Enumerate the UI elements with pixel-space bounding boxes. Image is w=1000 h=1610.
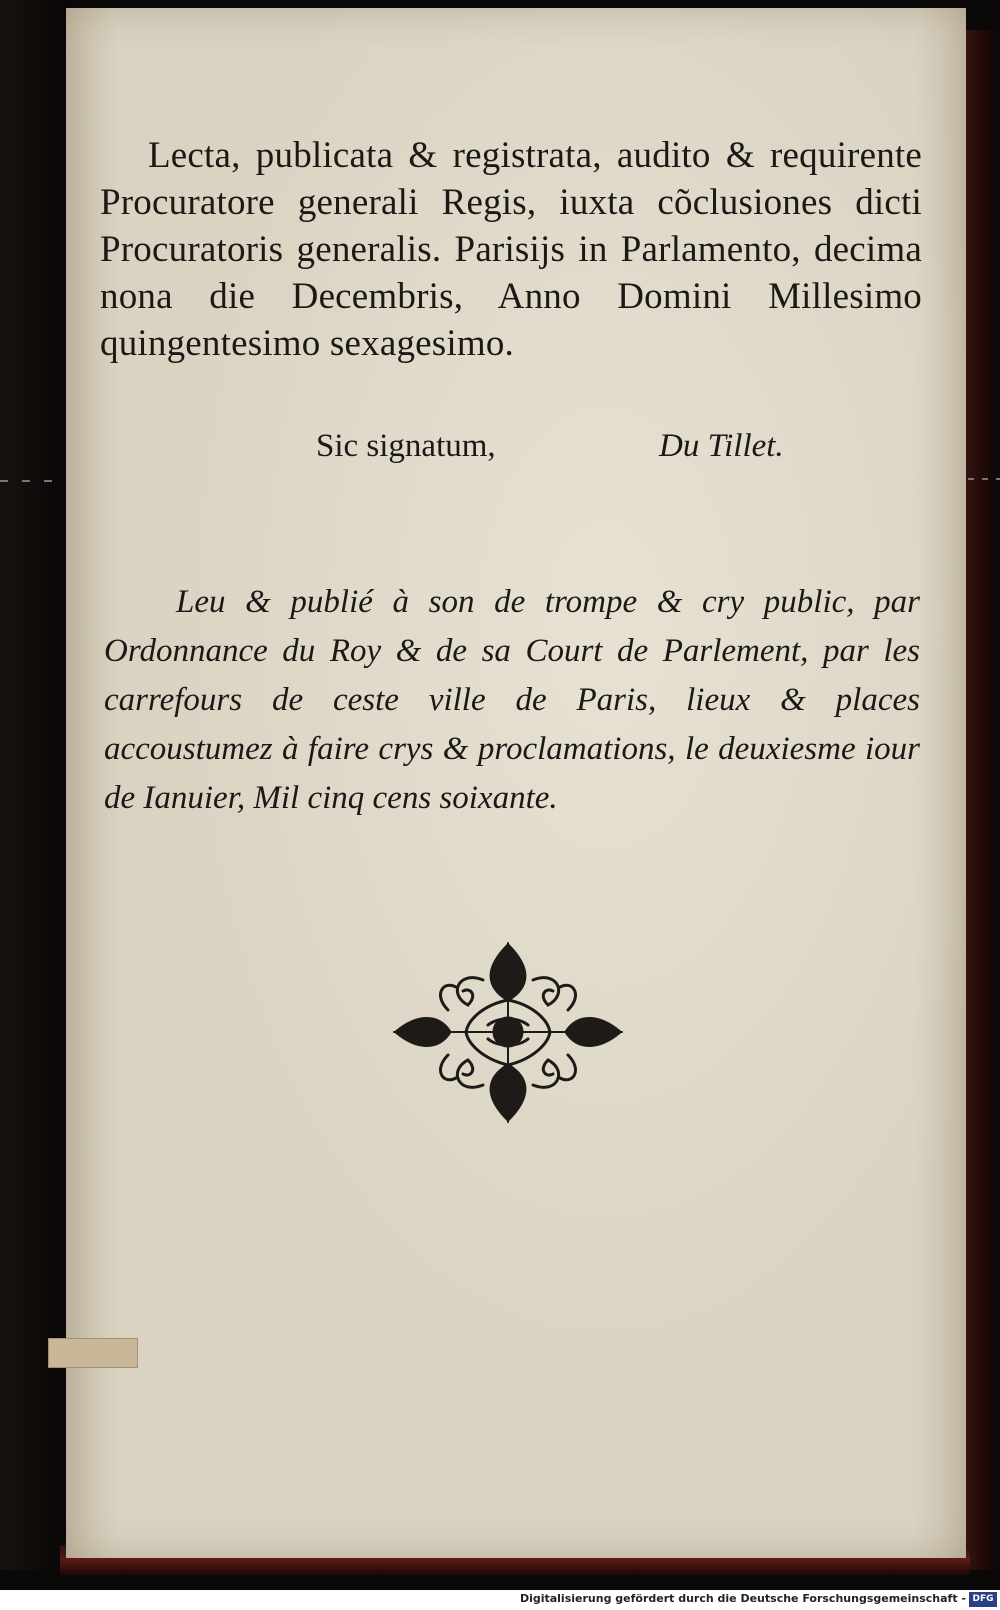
book-binding-edge (962, 30, 1000, 1570)
scan-crop-marks-right (968, 478, 1000, 480)
dfg-logo-icon: DFG (969, 1592, 997, 1607)
french-proclamation-paragraph: Leu & publié à son de trompe & cry public, par Ordonnance du Roy & de sa Court de Parlement, par les carrefours de ceste ville de Paris, lieux & places accoustumez à faire crys & proclamations, le deuxiesme iour de Ianuier, Mil cinq cens soixante. (104, 584, 920, 816)
scan-left-edge (0, 0, 72, 1570)
printers-ornament-fleuron-icon (388, 925, 628, 1140)
signature-label: Sic signatum, (316, 428, 496, 464)
scan-crop-marks-left (0, 480, 60, 482)
digitization-credit-text: Digitalisierung gefördert durch die Deutsche Forschungsgemeinschaft - (519, 1592, 966, 1605)
digitization-credit-bar (0, 1590, 1000, 1610)
latin-registration-paragraph: Lecta, publicata & registrata, audito & requirente Procuratore generali Regis, iuxta cõclusiones dicti Procuratoris generalis. Parisijs in Parlamento, decima nona die Decembris, Anno Domini Millesimo quingentesimo sexagesimo. (100, 135, 922, 364)
paper-tab-marker (48, 1338, 138, 1368)
signature-name: Du Tillet. (659, 428, 784, 464)
